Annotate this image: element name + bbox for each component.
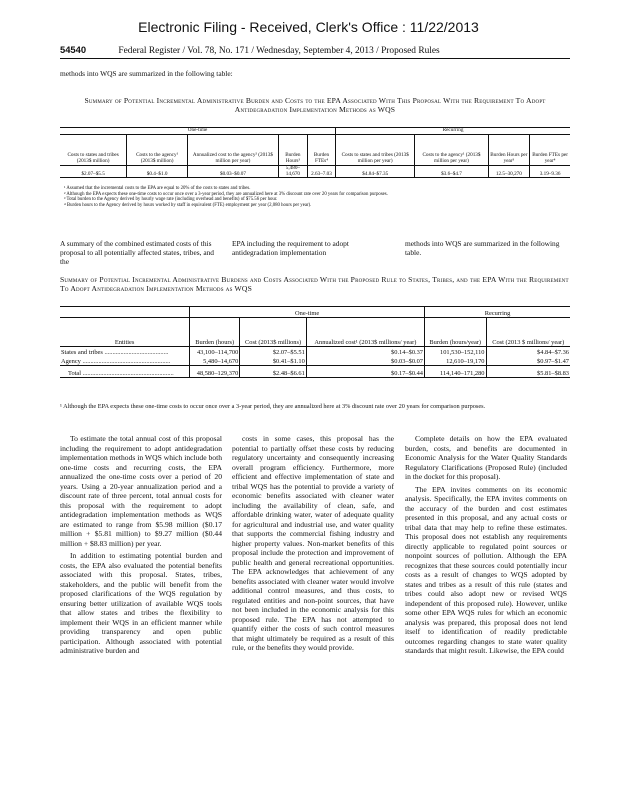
table1-title: Summary of Potential Incremental Administrative Burden and Costs to the EPA Associated With This Proposal With the Requirement To Adopt Antidegradation Implementation Methods as WQS xyxy=(84,96,546,115)
table1-header: Costs to states and tribes (2013$ million per year) xyxy=(336,134,415,165)
table1-header: Burden FTEs⁴ xyxy=(307,134,335,165)
paragraph: In addition to estimating potential burden and costs, the EPA also evaluated the potential benefits associated with this proposal. States, tribes, stakeholders, and the public will benefit from the proposed clarifications of the WQS regulation by ensuring better utilization of available WQS tools that allow states and tribes the flexibility to implement their WQS in an efficient manner while providing transparency and open public participation. Although associated with potential administrative burden and xyxy=(60,551,222,655)
citation: Federal Register / Vol. 78, No. 171 / Wednesday, September 4, 2013 / Proposed Rules xyxy=(118,46,440,56)
table1-cell: 12.5–30,270 xyxy=(488,165,530,178)
table2-cell: 48,580–129,370 xyxy=(190,366,240,378)
table1-group-recurring: Recurring xyxy=(336,128,570,135)
table2-cell: $2.48–$6.61 xyxy=(240,366,307,378)
intro-text: methods into WQS are summarized in the following table: xyxy=(60,69,233,78)
table1-cell: 2.63–7.03 xyxy=(307,165,335,178)
table1 xyxy=(60,127,570,178)
table2-group-recurring: Recurring xyxy=(425,307,571,318)
table2-cell: 101,530–152,110 xyxy=(425,347,487,357)
body-column-1 xyxy=(60,434,222,786)
table2-cell: $5.81–$8.83 xyxy=(486,366,570,378)
mid-text-left: A summary of the combined estimated costs of this proposal to all potentially affected states, tribes, and the xyxy=(60,239,214,266)
table2-header: Cost (2013$ millions) xyxy=(240,318,307,347)
table1-header: Annualized cost to the agency² (2013$ million per year) xyxy=(188,134,279,165)
table1-header: Costs to the agency¹ (2013$ million per year) xyxy=(415,134,488,165)
table1-cell: 3.19–9.36 xyxy=(530,165,570,178)
table2-cell: $4.84–$7.36 xyxy=(537,348,569,356)
table1-cell: $3.6–$4.7 xyxy=(415,165,488,178)
paragraph: costs in some cases, this proposal has the potential to partially offset these costs by reducing regulatory uncertainty and consequently increasing overall program efficiency. Furthermore, more efficient and effective implementation of state and tribal WQS has the potential to provide a variety of economic benefits associated with cleaner water including the availability of clean, safe, and affordable drinking water, water of adequate quality for agricultural and industrial use, and water quality that supports the commercial fishing industry and higher property values. Non-market benefits of this proposal include the protection and improvement of public health and general recreational opportunities. The EPA acknowledges that achievement of any benefits associated with cleaner water would involve additional control measures, and thus costs, to regulated entities and non-point sources, that have not been included in the economic analysis for this proposed rule. The EPA has not attempted to quantify either the costs of such control measures that might ultimately be required as a result of this rule, or the benefits they would provide. xyxy=(232,434,394,652)
table1-header: Burden Hours³ xyxy=(278,134,307,165)
table2-row-label: Total ......................................................... xyxy=(60,366,190,378)
table2-header: Annualized cost¹ (2013$ millions/ year) xyxy=(306,318,424,347)
table1-note: ¹ Assumed that the incremental costs to the EPA are equal to 20% of the costs to states and tribes. xyxy=(64,186,251,191)
table2-cell: $0.97–$1.47 xyxy=(537,357,569,365)
table2-cell: $0.03–$0.07 xyxy=(306,356,424,366)
table1-note: ² Although the EPA expects these one-time costs to occur once over a 3-year period, they are annualized here at 3% discount rate over 20 years for comparison purposes. xyxy=(64,191,388,197)
table2-title: Summary of Potential Incremental Administrative Burdens and Costs Associated With the Proposed Rule to States, Tribes, and the EPA With the Requirement To Adopt Antidegradation Implementation Methods as WQS xyxy=(60,275,569,294)
table2 xyxy=(60,306,570,378)
table2-cell: 43,100–114,700 xyxy=(190,347,240,357)
table1-cell: $0.4–$1.0 xyxy=(127,165,188,178)
filing-stamp: Electronic Filing - Received, Clerk's Office : 11/22/2013 xyxy=(138,19,479,35)
page-number: 54540 xyxy=(60,44,87,55)
table1-cell: $2.07–$5.5 xyxy=(60,165,127,178)
table2-header: Entities xyxy=(60,318,190,347)
table1-group-one-time: One-time xyxy=(60,128,336,135)
table1-note: ⁴ Burden hours to the Agency derived by hours worked by staff in equivalent (FTE) employment per year (2,080 hours per year). xyxy=(64,202,312,208)
table2-header: Burden (hours/year) xyxy=(425,318,487,347)
mid-text-right: methods into WQS are summarized in the following table. xyxy=(405,239,560,257)
table1-note: ³ Total burden to the Agency derived by hourly wage rate (including overhead and benefits) of $75.56 per hour. xyxy=(64,197,278,203)
table1-cell: 5,480–14,670 xyxy=(278,165,307,178)
table2-cell: $0.17–$0.44 xyxy=(306,366,424,378)
paragraph: To estimate the total annual cost of this proposal including the requirement to adopt antidegradation implementation methods in WQS which include both one-time costs and recurring costs, the EPA annualized the one-time costs over a period of 20 years. Using a 20-year annualization period and a discount rate of three percent, total annual costs for this proposal with the requirement to adopt antidegradation implementation methods as WQS are estimated to range from $5.98 million ($0.17 million + $5.81 million) to $9.27 million ($0.44 million + $8.83 million) per year. xyxy=(60,434,222,548)
table2-cell: 12,610–19,170 xyxy=(425,356,487,366)
table1-header: Costs to states and tribes (2013$ million) xyxy=(60,134,127,165)
table2-header: Burden (hours) xyxy=(190,318,240,347)
mid-text-center: EPA including the requirement to adopt antidegradation implementation xyxy=(232,239,349,257)
table2-cell: 5,480–14,670 xyxy=(190,356,240,366)
table2-cell: $2.07–$5.51 xyxy=(240,347,307,357)
table1-notes xyxy=(60,186,570,208)
paragraph: Complete details on how the EPA evaluated burden, costs, and benefits are documented in Economic Analysis for the Water Quality Standards Regulatory Clarifications (Proposed Rule) (included in the docket for this proposal). xyxy=(405,434,567,481)
table2-header: Cost (2013 $ millions/ year) xyxy=(486,318,570,347)
table2-row-label: Agency ....................................................... xyxy=(60,356,190,366)
running-head xyxy=(60,44,570,59)
paragraph: The EPA invites comments on its economic analysis. Specifically, the EPA invites comments on the accuracy of the burden and cost estimates presented in this proposal, and any actual costs or tribal data that may help to refine these estimates. This proposal does not establish any requirements directly applicable to regulated point sources or nonpoint sources of pollution. Although the EPA recognizes that these sources could potentially incur costs as a result of changes to WQS adopted by states and tribes as a result of this rule (states and tribes could also adopt new or revised WQS independent of this proposed rule). However, unlike some other EPA WQS rules for which an economic analysis was prepared, this proposal does not lend itself to identification of readily predictable outcomes regarding changes to state water quality standards that might result. Likewise, the EPA could xyxy=(405,484,567,655)
table2-cell: $0.41–$1.10 xyxy=(240,356,307,366)
table1-cell: $0.03–$0.07 xyxy=(188,165,279,178)
table2-cell: 114,140–171,280 xyxy=(425,366,487,378)
body-column-3 xyxy=(405,434,567,786)
body-column-2 xyxy=(232,434,394,786)
table2-group-one-time: One-time xyxy=(190,307,425,318)
table2-row-label: States and tribes ........................................ xyxy=(60,347,190,357)
table1-header: Burden FTEs per year⁴ xyxy=(530,134,570,165)
table2-cell: $0.14–$0.37 xyxy=(306,347,424,357)
table1-header: Costs to the agency¹ (2013$ million) xyxy=(127,134,188,165)
table1-header: Burden Hours per year³ xyxy=(488,134,530,165)
table1-cell: $4.84–$7.35 xyxy=(336,165,415,178)
table2-note: ¹ Although the EPA expects these one-time costs to occur once over a 3-year period, they are annualized here at 3% discount rate over 20 years for comparison purposes. xyxy=(60,403,486,410)
